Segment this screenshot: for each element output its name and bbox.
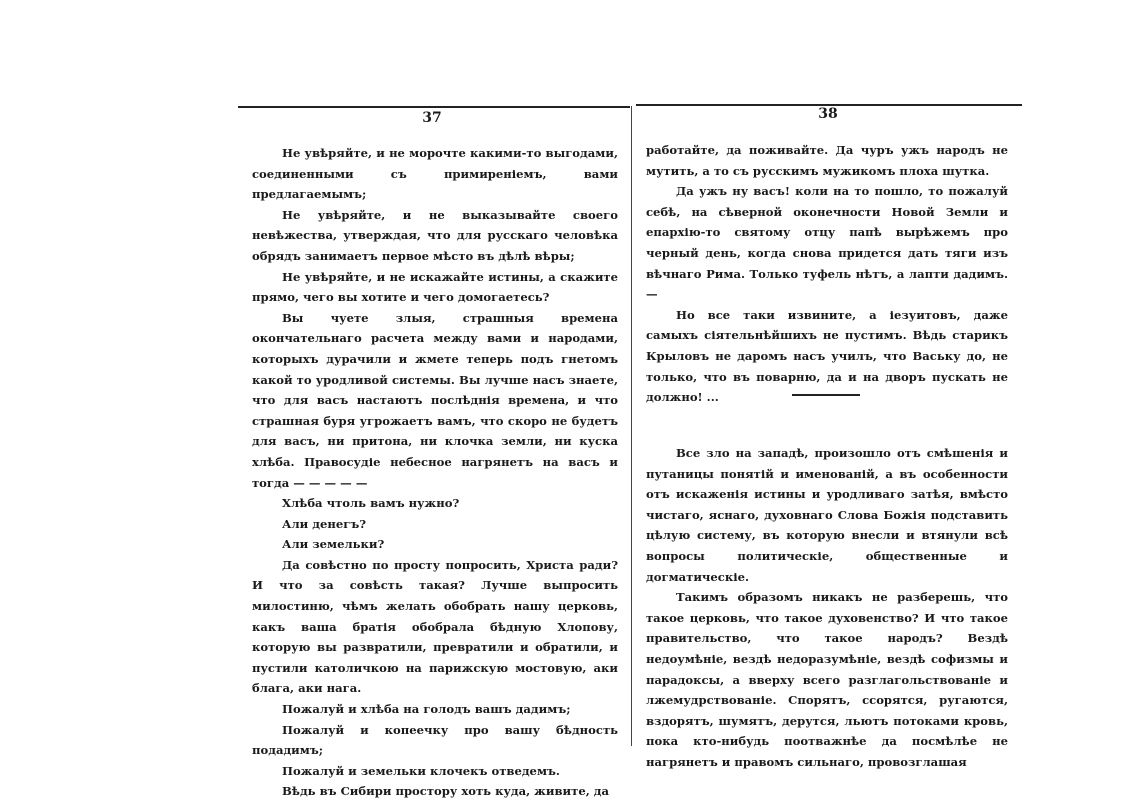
paragraph: Да ужъ ну васъ! коли на то пошло, то пожалуй себѣ, на сѣверной оконечности Новой Земли и епархію-то святому отцу папѣ вырѣжемъ про черный день, когда снова придется дать тяги изъ вѣчнаго Рима. Только туфель нѣтъ, а лапти дадимъ. — xyxy=(646,184,1008,302)
right-page-body-top xyxy=(646,140,1008,408)
gutter-line xyxy=(631,106,632,746)
paragraph: Не увѣряйте, и не выказывайте своего невѣжества, утверждая, что для русскаго человѣка обрядъ занимаетъ первое мѣсто въ дѣлѣ вѣры; xyxy=(252,207,618,263)
paragraph: Вѣдь въ Сибири простору хоть куда, живите, да xyxy=(282,784,610,799)
paragraph: Но все таки извините, а іезуитовъ, даже самыхъ сіятельнѣйшихъ не пустимъ. Вѣдь старикъ Крыловъ не даромъ насъ училъ, что Ваську до, не только, что въ поварню, да и на дворъ пускать не должно! ... xyxy=(646,307,1008,405)
paragraph: Да совѣстно по просту попросить, Христа ради? И что за совѣсть такая? Лучше выпросить милостиню, чѣмъ желать обобрать нашу церковь, какъ ваша братія обобрала бѣдную Хлопову, которую вы развратили, превратили и обратили, и пустили католичкою на парижскую мостовую, аки блага, аки нага. xyxy=(252,557,618,696)
paragraph: работайте, да поживайте. Да чуръ ужъ народъ не мутить, а то съ русскимъ мужикомъ плоха шутка. xyxy=(646,143,1008,178)
paragraph: Все зло на западѣ, произошло отъ смѣшенія и путаницы понятій и именованій, а въ особенности отъ искаженія истины и уродливаго затѣя, вмѣсто чистаго, яснаго, духовнаго Слова Божія подставить цѣлую систему, въ которую внесли и втянули всѣ вопросы политическіе, общественные и догматическіе. xyxy=(646,446,1008,584)
right-page-body-bottom xyxy=(646,443,1008,773)
paragraph: Пожалуй и земельки клочекъ отведемъ. xyxy=(282,763,560,778)
paragraph: Хлѣба чтоль вамъ нужно? xyxy=(282,496,460,511)
left-header-rule xyxy=(238,106,630,108)
paragraph: Не увѣряйте, и не искажайте истины, а скажите прямо, чего вы хотите и чего домогаетесь? xyxy=(252,269,618,305)
paragraph: Пожалуй и хлѣба на голодъ вашъ дадимъ; xyxy=(282,702,571,717)
paragraph: Али земельки? xyxy=(282,537,385,552)
left-page-body xyxy=(252,143,618,802)
right-page-number: 38 xyxy=(818,106,838,122)
paragraph: Не увѣряйте, и не морочте какими-то выгодами, соединенными съ примиреніемъ, вами предлагаемымъ; xyxy=(252,146,618,202)
section-separator xyxy=(792,394,860,396)
paragraph: Али денегъ? xyxy=(282,516,367,531)
left-page-number: 37 xyxy=(422,110,442,126)
paragraph: Такимъ образомъ никакъ не разберешь, что такое церковь, что такое духовенство? И что такое правительство, что такое народъ? Вездѣ недоумѣніе, вездѣ недоразумѣніе, вездѣ софизмы и парадоксы, а вверху всего разглагольствованіе и лжемудрствованіе. Спорятъ, ссорятся, ругаются, вздорятъ, шумятъ, дерутся, льютъ потоками кровь, пока кто-нибудь поотважнѣе да посмѣлѣе не нагрянетъ и правомъ сильнаго, провозглашая xyxy=(646,590,1008,769)
paragraph: Вы чуете злыя, страшныя времена окончательнаго расчета между вами и народами, которыхъ дурачили и жмете теперь подъ гнетомъ какой то уродливой системы. Вы лучше насъ знаете, что для васъ настаютъ послѣднія времена, и что страшная буря угрожаетъ вамъ, что скоро не будетъ для васъ, ни притона, ни клочка земли, ни куска хлѣба. Правосудіе небесное нагрянетъ на васъ и тогда — — — — — xyxy=(252,310,618,490)
paragraph: Пожалуй и копеечку про вашу бѣдность подадимъ; xyxy=(252,722,618,758)
